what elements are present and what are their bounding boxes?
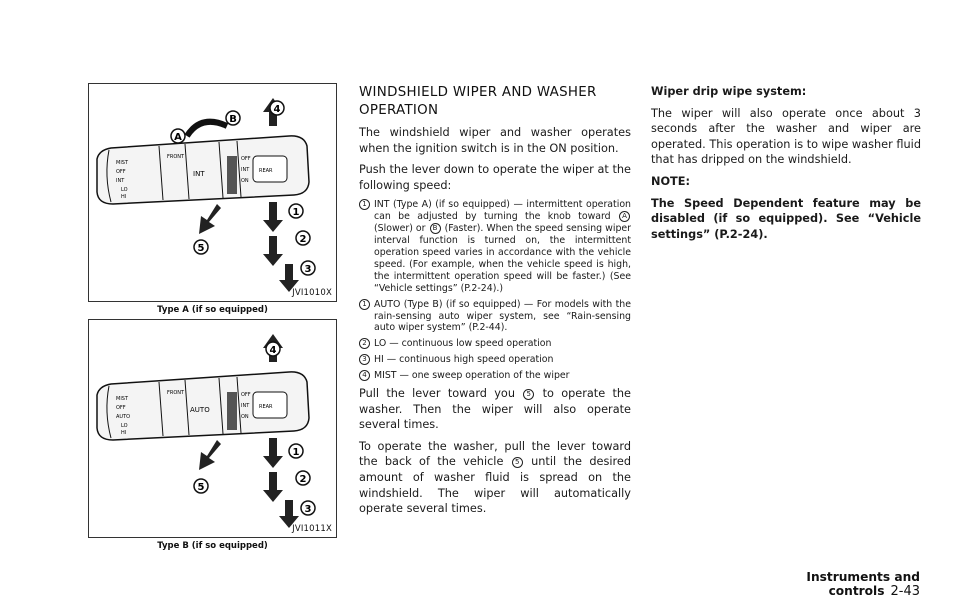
lever-label-mist: MIST	[116, 160, 129, 166]
callout-1: 1	[292, 207, 300, 218]
arrow-down-2-icon	[263, 472, 283, 502]
lever-label-on: ON	[241, 178, 249, 184]
item-text-mid: (Slower) or	[374, 223, 426, 235]
letter-a-icon: A	[619, 211, 630, 222]
callout-3: 3	[304, 504, 312, 515]
number-3-icon: 3	[359, 354, 370, 365]
lever-label-on: ON	[241, 414, 249, 420]
lever-label-front: FRONT	[167, 390, 185, 396]
page-number: 2-43	[890, 584, 920, 599]
callout-5: 5	[197, 243, 205, 254]
item-text: LO — continuous low speed operation	[374, 338, 552, 350]
intro-paragraph: The windshield wiper and washer operates when the ignition switch is in the ON position.	[359, 126, 631, 155]
callout-3: 3	[304, 264, 312, 275]
arrow-down-2-icon	[263, 236, 283, 266]
lever-label-hi: HI	[121, 430, 127, 436]
lever-label-rear: REAR	[259, 404, 273, 410]
pull-text-a: Pull the lever toward you	[359, 387, 515, 401]
wiper-lever-illustration	[89, 320, 338, 539]
figure-caption: Type A (if so equipped)	[157, 305, 268, 315]
number-1-icon: 1	[359, 199, 370, 210]
letter-b-icon: B	[430, 223, 441, 234]
wiper-lever-illustration	[89, 84, 338, 303]
figure-code: JVI1010X	[292, 288, 332, 298]
drip-wipe-section	[651, 84, 921, 248]
rotate-arrow-icon	[187, 122, 227, 136]
lever-label-off-rear: OFF	[241, 156, 251, 162]
number-2-icon: 2	[359, 338, 370, 349]
list-item-hi	[359, 354, 631, 366]
callout-2: 2	[299, 234, 307, 245]
footer-section-title: Instruments and controls	[806, 570, 920, 598]
lever-label-off: OFF	[116, 405, 126, 411]
page-footer	[740, 570, 920, 599]
push-paragraph: Push the lever down to operate the wiper at the following speed:	[359, 163, 631, 192]
operate-paragraph	[359, 439, 631, 517]
note-label: NOTE:	[651, 174, 690, 188]
item-text: HI — continuous high speed operation	[374, 354, 554, 366]
lever-label-off: OFF	[116, 169, 126, 175]
lever-label-int-rear: INT	[241, 167, 250, 173]
pull-paragraph	[359, 386, 631, 433]
lever-label-off-rear: OFF	[241, 392, 251, 398]
lever-label-lo: LO	[121, 423, 128, 429]
item-text: MIST — one sweep operation of the wiper	[374, 370, 570, 382]
callout-2: 2	[299, 474, 307, 485]
lever-label-front: FRONT	[167, 154, 185, 160]
callout-b: B	[229, 114, 237, 125]
wiper-lever-figure-type-b	[88, 319, 337, 538]
section-heading: WINDSHIELD WIPER AND WASHER OPERATION	[359, 85, 597, 118]
operate-text-b: until the desired amount of washer fluid is spread on the windshield. The wiper will automatically operate several times.	[359, 455, 631, 516]
arrow-pull-icon	[199, 204, 221, 234]
pull-text-b: to operate the washer. Then the wiper will also operate several times.	[359, 387, 632, 432]
lever-label-int-large: INT	[193, 170, 205, 178]
number-5-icon: 5	[523, 389, 534, 400]
lever-label-int-rear: INT	[241, 403, 250, 409]
lever-label-rear: REAR	[259, 168, 273, 174]
arrow-down-1-icon	[263, 438, 283, 468]
drip-paragraph: The wiper will also operate once about 3 seconds after the washer and wiper are operated. This operation is to wipe washer fluid that has dripped on the windshield.	[651, 106, 921, 167]
note-text: The Speed Dependent feature may be disabled (if so equipped). See “Vehicle settings” (P.2-24).	[651, 196, 921, 241]
arrow-pull-icon	[199, 440, 221, 470]
item-text: AUTO (Type B) (if so equipped) — For models with the rain-sensing auto wiper system, see “Rain-sensing auto wiper system” (P.2-44).	[374, 298, 631, 334]
item-text: INT (Type A) (if so equipped) — intermittent operation can be adjusted by turning the knob toward	[374, 199, 631, 223]
operate-text-a: To operate the washer, pull the lever toward the back of the vehicle	[359, 439, 631, 469]
figure-caption: Type B (if so equipped)	[157, 541, 268, 551]
callout-1: 1	[292, 447, 300, 458]
lever-label-auto-large: AUTO	[190, 406, 210, 414]
number-1-icon: 1	[359, 299, 370, 310]
item-text-end: (Faster). When the speed sensing wiper interval function is turned on, the intermittent operation speed varies in accordance with the vehicle speed. (For example, when the vehicle speed is high, the intermittent operation speed will be faster.) (See “Vehicle settings” (P.2-24).)	[374, 223, 632, 294]
list-item-lo	[359, 338, 631, 350]
callout-4: 4	[269, 345, 277, 356]
arrow-down-1-icon	[263, 202, 283, 232]
wiper-washer-section	[359, 84, 631, 523]
list-item-mist	[359, 370, 631, 382]
number-4-icon: 4	[359, 370, 370, 381]
drip-heading: Wiper drip wipe system:	[651, 85, 807, 98]
lever-label-mist: MIST	[116, 396, 129, 402]
callout-a: A	[174, 132, 182, 143]
figure-code: JVI1011X	[292, 524, 332, 534]
list-item-int	[359, 199, 631, 294]
list-item-auto	[359, 299, 631, 335]
callout-5: 5	[197, 482, 205, 493]
wiper-lever-figure-type-a	[88, 83, 337, 302]
number-5-icon: 5	[512, 457, 523, 468]
lever-label-auto: AUTO	[116, 414, 131, 420]
callout-4: 4	[273, 104, 281, 115]
lever-label-int: INT	[116, 178, 125, 184]
lever-label-lo: LO	[121, 187, 128, 193]
lever-label-hi: HI	[121, 194, 127, 200]
